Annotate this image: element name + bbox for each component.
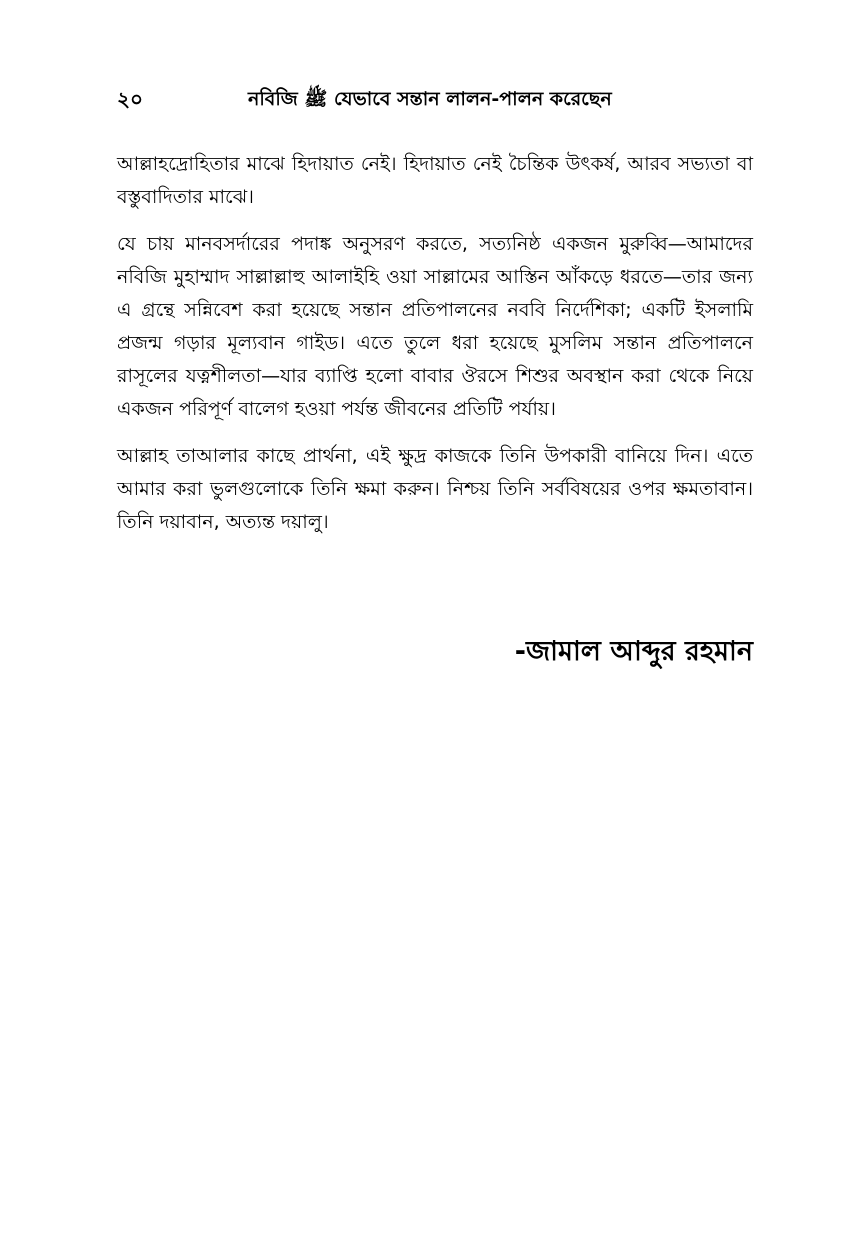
page-number: ২০ [117, 87, 144, 111]
paragraph: আল্লাহ তাআলার কাছে প্রার্থনা, এই ক্ষুদ্র কাজকে তিনি উপকারী বানিয়ে দিন। এতে আমার করা ভুলগুলোকে তিনি ক্ষমা করুন। নিশ্চয় তিনি সর্ববিষয়ের ওপর ক্ষমতাবান। তিনি দয়াবান, অত্যন্ত দয়ালু। [117, 445, 753, 533]
paragraph: যে চায় মানবসর্দারের পদাঙ্ক অনুসরণ করতে, সত্যনিষ্ঠ একজন মুরুব্বি—আমাদের নবিজি মুহাম্মাদ সাল্লাল্লাহু আলাইহি ওয়া সাল্লামের আস্তিন আঁকড়ে ধরতে—তার জন্য এ গ্রন্থে সন্নিবেশ করা হয়েছে সন্তান প্রতিপালনের নববি নির্দেশিকা; একটি ইসলামি প্রজন্ম গড়ার মূল্যবান গাইড। এতে তুলে ধরা হয়েছে মুসলিম সন্তান প্রতিপালনে রাসূলের যত্নশীলতা—যার ব্যাপ্তি হলো বাবার ঔরসে শিশুর অবস্থান করা থেকে নিয়ে একজন পরিপূর্ণ বালেগ হওয়া পর্যন্ত জীবনের প্রতিটি পর্যায়। [117, 233, 753, 420]
running-header [117, 84, 753, 118]
book-title: নবিজি ﷺ যেভাবে সন্তান লালন-পালন করেছেন [248, 88, 612, 110]
author-signature: -জামাল আব্দুর রহমান [514, 636, 753, 667]
paragraph: আল্লাহদ্রোহিতার মাঝে হিদায়াত নেই। হিদায়াত নেই চৈন্তিক উৎকর্ষ, আরব সভ্যতা বা বস্তুবাদিতার মাঝে। [117, 153, 753, 208]
body-text [117, 148, 753, 553]
